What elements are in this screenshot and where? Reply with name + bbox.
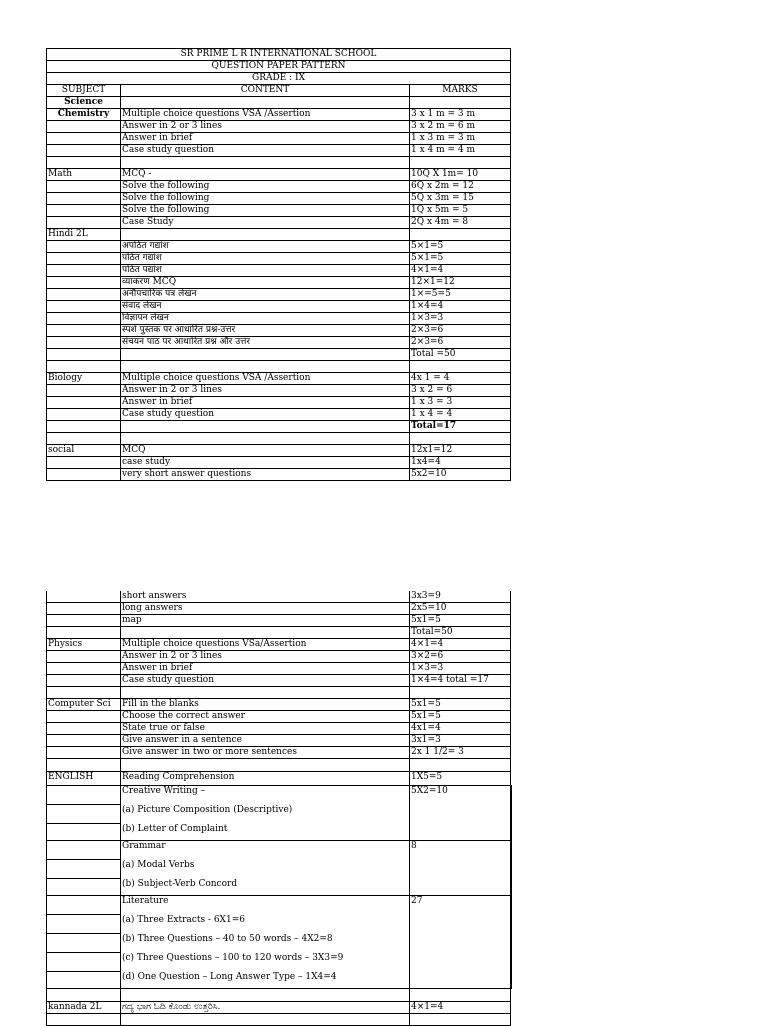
content-cell: Answer in brief [121,133,410,145]
marks-cell: 4×1=4 [410,639,511,651]
marks-cell: 1×4=4 [410,301,511,313]
table-row [47,193,511,205]
marks-cell: 12×1=12 [410,277,511,289]
content-cell: very short answer questions [121,469,410,481]
marks-cell: 5×1=5 [410,253,511,265]
english-grammar: Grammar (a) Modal Verbs (b) Subject-Verb Concord [121,841,410,896]
content-cell: Answer in 2 or 3 lines [121,651,410,663]
marks-cell: 8 [410,841,511,896]
content-cell: पठित गद्यांश [121,253,410,265]
table-row [47,181,511,193]
marks-cell: 1x4=4 [410,457,511,469]
marks-cell: 6Q x 2m = 12 [410,181,511,193]
content-cell: State true or false [121,723,410,735]
spacer-row [47,157,511,169]
subject-computer: Computer Sci [47,699,121,711]
content-cell: Multiple choice questions VSA /Assertion [121,373,410,385]
marks-cell: 3 x 2 m = 6 m [410,121,511,133]
marks-cell: 2x5=10 [410,603,511,615]
table-row [47,772,511,786]
content-cell: case study [121,457,410,469]
content-cell: Reading Comprehension [121,772,410,786]
content-cell: map [121,615,410,627]
spacer-row [47,759,511,772]
table-row [47,711,511,723]
spacer-row [47,361,511,373]
content-cell: Fill in the blanks [121,699,410,711]
content-cell: Answer in 2 or 3 lines [121,385,410,397]
table-row [47,651,511,663]
table-row [47,723,511,735]
marks-cell: 5x1=5 [410,615,511,627]
table-row [47,109,511,121]
table-row [47,639,511,651]
marks-cell: 5x1=5 [410,711,511,723]
marks-cell: 1X5=5 [410,772,511,786]
marks-cell: 3 x 1 m = 3 m [410,109,511,121]
content-cell: Multiple choice questions VSA /Assertion [121,109,410,121]
marks-cell: 2x 1 1/2= 3 [410,747,511,759]
table-row [47,603,511,615]
total-cell: Total =50 [410,349,511,361]
content-cell: Give answer in a sentence [121,735,410,747]
content-cell: Answer in brief [121,397,410,409]
table-row [47,747,511,759]
total-cell: Total=50 [410,627,511,639]
table-row [47,591,511,603]
table-row [47,121,511,133]
table-row [47,397,511,409]
subject-science: Science [47,97,121,109]
table-row [47,289,511,301]
marks-cell: 1×3=3 [410,313,511,325]
marks-cell: 1 x 4 m = 4 m [410,145,511,157]
table-row [47,217,511,229]
table-row [47,145,511,157]
marks-cell: 3x1=3 [410,735,511,747]
content-cell: Solve the following [121,205,410,217]
content-cell: संचयन पाठ पर आधारित प्रश्न और उत्तर [121,337,410,349]
col-content-header: CONTENT [121,85,410,97]
table-row [47,663,511,675]
subject-kannada: kannada 2L [47,1002,121,1014]
content-cell: व्याकरण MCQ [121,277,410,289]
marks-cell: 27 [410,896,511,989]
title-row [47,61,511,73]
table-row [47,277,511,289]
content-cell: Solve the following [121,193,410,205]
table-row [47,457,511,469]
table-row [47,301,511,313]
marks-cell: 2Q x 4m = 8 [410,217,511,229]
table-row [47,615,511,627]
school-name: SR PRIME L R INTERNATIONAL SCHOOL [47,49,511,61]
table-row [47,349,511,361]
col-marks-header: MARKS [410,85,511,97]
subject-hindi: Hindi 2L [47,229,121,241]
column-header-row [47,85,511,97]
school-row [47,49,511,61]
content-cell: ಗದ್ಯ ಭಾಗ ಓದಿ ಕೊಂಡು ಉತ್ತರಿಸಿ. [121,1002,410,1014]
subject-physics: Physics [47,639,121,651]
table-row [47,133,511,145]
table-row [47,241,511,253]
marks-cell: 5Q x 3m = 15 [410,193,511,205]
content-cell: Answer in 2 or 3 lines [121,121,410,133]
table-row [47,409,511,421]
content-cell: Answer in brief [121,663,410,675]
content-cell: Case study question [121,409,410,421]
marks-cell: 4x 1 = 4 [410,373,511,385]
grade-row [47,73,511,85]
content-cell: Solve the following [121,181,410,193]
table-row [47,1002,511,1014]
table-row [47,675,511,687]
content-cell: Choose the correct answer [121,711,410,723]
table-row [47,421,511,433]
table-row [47,325,511,337]
table-row [47,97,511,109]
table-row [47,169,511,181]
marks-cell: 1×=5=5 [410,289,511,301]
table-row [47,253,511,265]
spacer-row [47,433,511,445]
content-cell: Multiple choice questions VSa/Assertion [121,639,410,651]
content-cell: विज्ञापन लेखन [121,313,410,325]
content-cell: Case Study [121,217,410,229]
content-cell: पठित पद्यांश [121,265,410,277]
subject-social: social [47,445,121,457]
content-cell: Give answer in two or more sentences [121,747,410,759]
spacer-row [47,687,511,699]
table-row [47,313,511,325]
table-row [47,841,511,896]
question-pattern-table-part1 [46,48,511,481]
marks-cell: 1Q x 5m = 5 [410,205,511,217]
table-row [47,786,511,841]
english-literature: Literature (a) Three Extracts - 6X1=6 (b) Three Questions – 40 to 50 words – 4X2=8 (c) Three Questions – 100 to 120 words – 3X3=9 (d) One Question – Long Answer Type – 1X4=4 [121,896,410,989]
table-row [47,469,511,481]
question-pattern-table-part2 [46,591,512,1026]
marks-cell: 5X2=10 [410,786,511,841]
marks-cell: 5x2=10 [410,469,511,481]
content-cell: MCQ - [121,169,410,181]
table-row [47,229,511,241]
marks-cell: 3 x 2 = 6 [410,385,511,397]
grade-label: GRADE : IX [47,73,511,85]
table-row [47,385,511,397]
table-row [47,337,511,349]
marks-cell: 1 x 4 = 4 [410,409,511,421]
table-row [47,896,511,989]
marks-cell: 1 x 3 m = 3 m [410,133,511,145]
table-row [47,265,511,277]
content-cell: short answers [121,591,410,603]
marks-cell: 2×3=6 [410,325,511,337]
content-cell: अनौपचारिक पत्र लेखन [121,289,410,301]
marks-cell: 3×2=6 [410,651,511,663]
content-cell: Case study question [121,675,410,687]
table-row [47,205,511,217]
col-subject-header: SUBJECT [47,85,121,97]
subject-chemistry: Chemistry [47,109,121,121]
content-cell: स्पर्श पुस्तक पर आधारित प्रश्न-उत्तर [121,325,410,337]
marks-cell: 3x3=9 [410,591,511,603]
marks-cell: 4×1=4 [410,1002,511,1014]
english-creative-writing: Creative Writing – (a) Picture Composition (Descriptive) (b) Letter of Complaint [121,786,410,841]
table-row [47,373,511,385]
table-row [47,445,511,457]
spacer-row [47,989,511,1002]
marks-cell: 2×3=6 [410,337,511,349]
marks-cell: 10Q X 1m= 10 [410,169,511,181]
content-cell: संवाद लेखन [121,301,410,313]
marks-cell: 4x1=4 [410,723,511,735]
marks-cell: 1×4=4 total =17 [410,675,511,687]
content-cell: long answers [121,603,410,615]
content-cell: अपठित गद्यांश [121,241,410,253]
content-cell: MCQ [121,445,410,457]
subject-english: ENGLISH [47,772,121,786]
table-row [47,627,511,639]
subject-math: Math [47,169,121,181]
page-title: QUESTION PAPER PATTERN [47,61,511,73]
marks-cell: 5x1=5 [410,699,511,711]
marks-cell: 12x1=12 [410,445,511,457]
marks-cell: 1 x 3 = 3 [410,397,511,409]
total-cell: Total=17 [410,421,511,433]
marks-cell: 1×3=3 [410,663,511,675]
content-cell: Case study question [121,145,410,157]
subject-biology: Biology [47,373,121,385]
table-row [47,699,511,711]
marks-cell: 5×1=5 [410,241,511,253]
marks-cell: 4×1=4 [410,265,511,277]
table-row [47,735,511,747]
